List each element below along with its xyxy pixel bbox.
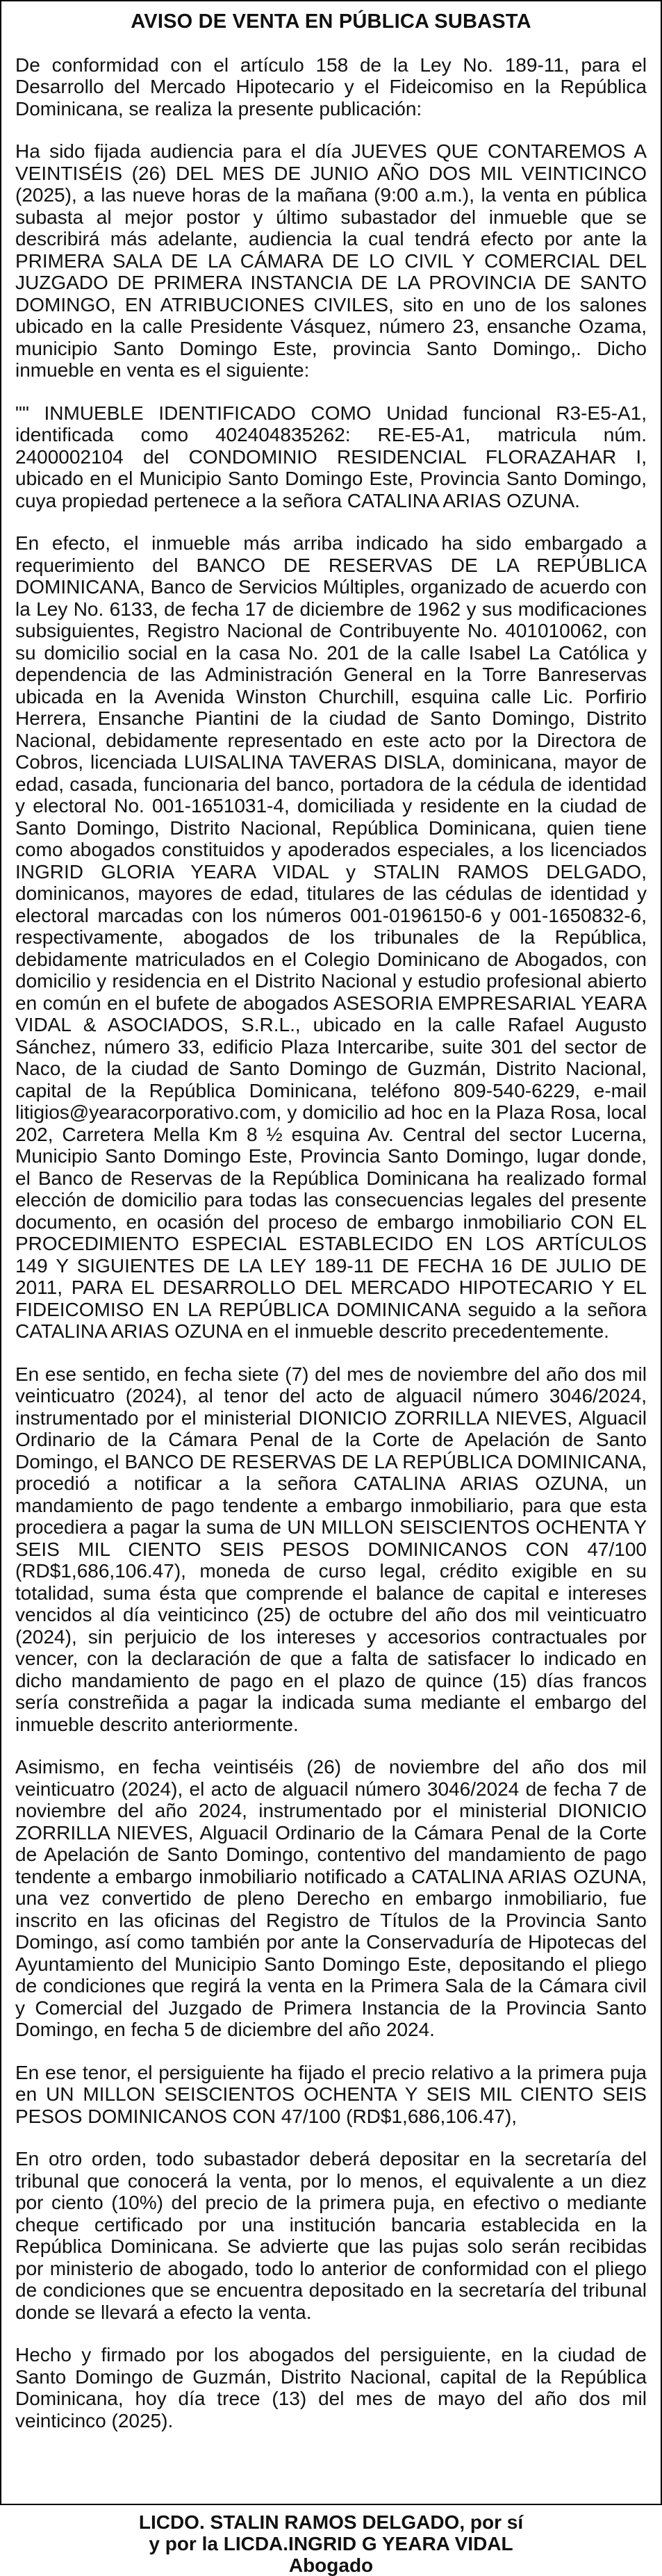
signature-line-2: y por la LICDA.INGRID G YEARA VIDAL bbox=[149, 2533, 513, 2554]
paragraph-first-bid: En ese tenor, el persiguiente ha fijado el precio relativo a la primera puja en UN MILLON SEISCIENTOS OCHENTA Y SEIS MIL CIENTO SEIS PESOS DOMINICANOS CON 47/100 (RD$1,686,106.47), bbox=[15, 2061, 647, 2127]
paragraph-legal-basis: De conformidad con el artículo 158 de la Ley No. 189-11, para el Desarrollo del Mercado Hipotecario y el Fideicomiso en la República Dominicana, se realiza la presente publicación: bbox=[15, 54, 647, 120]
signature-block bbox=[15, 2511, 647, 2576]
paragraph-hearing: Ha sido fijada audiencia para el día JUEVES QUE CONTAREMOS A VEINTISÉIS (26) DEL MES DE JUNIO AÑO DOS MIL VEINTICINCO (2025), a las nueve horas de la mañana (9:00 a.m.), la venta en pública subasta al mejor postor y último subastador del inmueble que se describirá más adelante, audiencia la cual tendrá efecto por ante la PRIMERA SALA DE LA CÁMARA DE LO CIVIL Y COMERCIAL DEL JUZGADO DE PRIMERA INSTANCIA DE LA PROVINCIA DE SANTO DOMINGO, EN ATRIBUCIONES CIVILES, sito en uno de los salones ubicado en la calle Presidente Vásquez, número 23, ensanche Ozama, municipio Santo Domingo Este, provincia Santo Domingo,. Dicho inmueble en venta es el siguiente: bbox=[15, 140, 647, 381]
paragraph-payment-order: En ese sentido, en fecha siete (7) del mes de noviembre del año dos mil veinticuatro (2024), al tenor del acto de alguacil número 3046/2024, instrumentado por el ministerial DIONICIO ZORRILLA NIEVES, Alguacil Ordinario de la Cámara Penal de la Corte de Apelación de Santo Domingo, el BANCO DE RESERVAS DE LA REPÚBLICA DOMINICANA, procedió a notificar a la señora CATALINA ARIAS OZUNA, un mandamiento de pago tendente a embargo inmobiliario, para que esta procediera a pagar la suma de UN MILLON SEISCIENTOS OCHENTA Y SEIS MIL CIENTO SEIS PESOS DOMINICANOS CON 47/100 (RD$1,686,106.47), moneda de curso legal, crédito exigible en su totalidad, suma ésta que comprende el balance de capital e intereses vencidos al día veinticinco (25) de octubre del año dos mil veinticuatro (2024), sin perjuicio de los intereses y accesorios contractuales por vencer, con la declaración de que a falta de satisfacer lo indicado en dicho mandamiento de pago en el plazo de quince (15) días francos sería constreñida a pagar la indicada suma mediante el embargo del inmueble descrito anteriormente. bbox=[15, 1363, 647, 1735]
signature-line-3: Abogado bbox=[288, 2554, 374, 2576]
notice-title: AVISO DE VENTA EN PÚBLICA SUBASTA bbox=[131, 10, 531, 33]
paragraph-property: "" INMUEBLE IDENTIFICADO COMO Unidad funcional R3-E5-A1, identificada como 402404835262: RE-E5-A1, matricula núm. 2400002104 del CONDOMINIO RESIDENCIAL FLORAZAHAR I, ubicado en el Municipio Santo Domingo Este, Provincia Santo Domingo, cuya propiedad pertenece a la señora CATALINA ARIAS OZUNA. bbox=[15, 402, 647, 511]
paragraph-deposit: En otro orden, todo subastador deberá depositar en la secretaría del tribunal que conocerá la venta, por lo menos, el equivalente a un diez por ciento (10%) del precio de la primera puja, en efectivo o mediante cheque certificado por una institución bancaria establecida en la República Dominicana. Se advierte que las pujas solo serán recibidas por ministerio de abogado, todo lo anterior de conformidad con el pliego de condiciones que se encuentra depositado en la secretaría del tribunal donde se llevará a efecto la venta. bbox=[15, 2148, 647, 2323]
paragraph-signed: Hecho y firmado por los abogados del persiguiente, en la ciudad de Santo Domingo de Guzmán, Distrito Nacional, capital de la República Dominicana, hoy día trece (13) del mes de mayo del año dos mil veinticinco (2025). bbox=[15, 2344, 647, 2431]
paragraph-seizure: En efecto, el inmueble más arriba indicado ha sido embargado a requerimiento del BANCO DE RESERVAS DE LA REPÚBLICA DOMINICANA, Banco de Servicios Múltiples, organizado de acuerdo con la Ley No. 6133, de fecha 17 de diciembre de 1962 y sus modificaciones subsiguientes, Registro Nacional de Contribuyente No. 401010062, con su domicilio social en la casa No. 201 de la calle Isabel La Católica y dependencia de las Administración General en la Torre Banreservas ubicada en la Avenida Winston Churchill, esquina calle Lic. Porfirio Herrera, Ensanche Piantini de la ciudad de Santo Domingo, Distrito Nacional, debidamente representado en este acto por la Directora de Cobros, licenciada LUISALINA TAVERAS DISLA, dominicana, mayor de edad, casada, funcionaria del banco, portadora de la cédula de identidad y electoral No. 001-1651031-4, domiciliada y residente en la ciudad de Santo Domingo, Distrito Nacional, República Dominicana, quien tiene como abogados constituidos y apoderados especiales, a los licenciados INGRID GLORIA YEARA VIDAL y STALIN RAMOS DELGADO, dominicanos, mayores de edad, titulares de las cédulas de identidad y electoral marcadas con los números 001-0196150-6 y 001-1650832-6, respectivamente, abogados de los tribunales de la República, debidamente matriculados en el Colegio Dominicano de Abogados, con domicilio y residencia en el Distrito Nacional y estudio profesional abierto en común en el bufete de abogados ASESORIA EMPRESARIAL YEARA VIDAL & ASOCIADOS, S.R.L., ubicado en la calle Rafael Augusto Sánchez, número 33, edificio Plaza Intercaribe, suite 301 del sector de Naco, de la ciudad de Santo Domingo de Guzmán, Distrito Nacional, capital de la República Dominicana, teléfono 809-540-6229, e-mail litigios@yearacorporativo.com, y domicilio ad hoc en la Plaza Rosa, local 202, Carretera Mella Km 8 ½ esquina Av. Central del sector Lucerna, Municipio Santo Domingo Este, Provincia Santo Domingo, lugar donde, el Banco de Reservas de la República Dominicana ha realizado formal elección de domicilio para todas las consecuencias legales del presente documento, en ocasión del proceso de embargo inmobiliario CON EL PROCEDIMIENTO ESPECIAL ESTABLECIDO EN LOS ARTÍCULOS 149 Y SIGUIENTES DE LA LEY 189-11 DE FECHA 16 DE JULIO DE 2011, PARA EL DESARROLLO DEL MERCADO HIPOTECARIO Y EL FIDEICOMISO EN LA REPÚBLICA DOMINICANA seguido a la señora CATALINA ARIAS OZUNA en el inmueble descrito precedentemente. bbox=[15, 532, 647, 1342]
paragraph-registration: Asimismo, en fecha veintiséis (26) de noviembre del año dos mil veinticuatro (2024), el acto de alguacil número 3046/2024 de fecha 7 de noviembre del año 2024, instrumentado por el ministerial DIONICIO ZORRILLA NIEVES, Alguacil Ordinario de la Cámara Penal de la Corte de Apelación de Santo Domingo, contentivo del mandamiento de pago tendente a embargo inmobiliario notificado a CATALINA ARIAS OZUNA, una vez convertido de pleno Derecho en embargo inmobiliario, fue inscrito en las oficinas del Registro de Títulos de la Provincia Santo Domingo, así como también por ante la Conservaduría de Hipotecas del Ayuntamiento del Municipio Santo Domingo Este, depositando el pliego de condiciones que regirá la venta en la Primera Sala de la Cámara civil y Comercial del Juzgado de Primera Instancia de la Provincia Santo Domingo, en fecha 5 de diciembre del año 2024. bbox=[15, 1756, 647, 2040]
signature-line-1: LICDO. STALIN RAMOS DELGADO, por sí bbox=[138, 2511, 524, 2533]
